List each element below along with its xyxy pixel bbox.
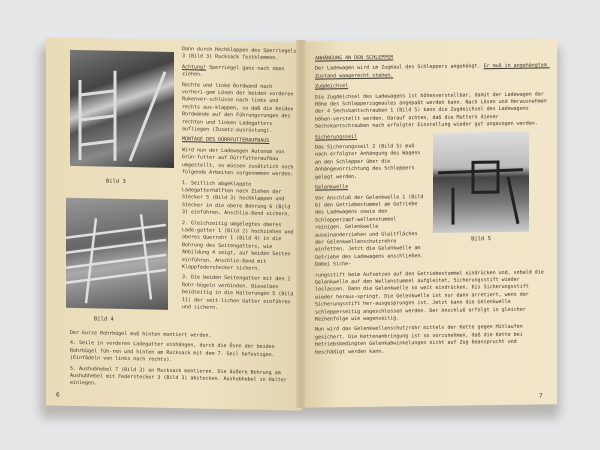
page-number-right: 7 — [539, 392, 543, 400]
subheading-gelenkwelle: Gelenkwelle — [315, 184, 349, 191]
anhaengung-text: Der Ladewagen wird im Zugmaul des Schleppers angehängt. — [315, 63, 484, 72]
photo-bild-4 — [66, 198, 168, 310]
section-heading-anhaengung: ANHÄNGUNG AN DEN SCHLEPPER — [315, 54, 394, 62]
right-text-column — [315, 52, 550, 356]
list-item-3: 3. Die beiden Seitengatter mit den 2 Rohr-bügeln verbinden. Dieselben beidseitig in die Halterungen 5 (Bild 11) der seit-lichen Gatter einführen und sichern. — [182, 274, 297, 311]
caption-bild-3: Bild 3 — [106, 178, 126, 185]
left-bottom-column — [70, 330, 296, 393]
photo-bild-5 — [433, 131, 529, 232]
section-heading-montage: MONTAGE DES DÜRRFUTTERAUFBAUS — [182, 136, 270, 145]
paragraph-rohrbuegel: Der kurze Rohrbügel muß hinten montiert werden. — [70, 329, 212, 339]
warning-note — [182, 64, 298, 81]
figure-bild-5 — [431, 131, 531, 242]
sicherung-gelenkwelle-row — [315, 131, 547, 269]
book-gutter — [296, 40, 306, 408]
warning-label: Achtung! — [182, 63, 207, 71]
narrow-text-column — [315, 133, 425, 269]
left-text-column — [182, 46, 298, 314]
list-item-5: 5. Aushubhebel 7 (Bild 3) an Rucksack montieren. Die äußere Bohrung am Aushubhebel mit Federstecker 3 (Bild 3) abstecken. Aushubhebel in Halter einlegen. — [70, 365, 290, 387]
anhaengung-underlined: Er muß in angehängtem Zustand waagerecht stehen. — [315, 62, 550, 80]
subheading-zugdeichsel: Zugdeichsel — [315, 83, 349, 90]
list-item-1: 1. Seitlich abgeklappte Ladegatterhälften nach Ziehen der Stecker 5 (Bild 3) hochklappen und Stecker in die obere Bohrung 6 (Bild 3) einführen. Anschlie-ßend sichern. — [182, 179, 294, 218]
drawbar-illustration — [433, 131, 529, 232]
caption-bild-4: Bild 4 — [94, 316, 114, 323]
warning-text: Sperriegel ganz nach oben ziehen. — [182, 64, 288, 78]
paragraph-bordwand: Rechte und linke Bordwand nach vorheri-gem Lösen der beiden vorderen Rukenver-schlüsse nach links und rechts aus-klappen, so daß die beiden Bordwände auf den Führungsrungen des rechten und linken Ladegatters aufliegen (Zusatz-ausrüstung). — [182, 81, 297, 135]
paragraph-zugdeichsel: Die Zugdeichsel des Ladewagens ist höhenverstellbar, damit der Ladewagen der Höhe des Schlepperzugmaules angepaßt werden kann. Nach Lösen und Herausnehmen der 4 Sechskantschrauben 1 (Bild 5) kann die Zugdeichsel des Ladewagens höhen-verstellt werden. Darauf achten, daß die Muttern dieser Sechskantschrauben nach erfolgter Einstellung wieder gut angezogen werden. — [315, 90, 550, 130]
list-item-2: 2. Gleichzeitig umgelegtes oberes Lade-gatter 1 (Bild 2) hochziehen und oberes Querrohr 1 (Bild 4) in die Bohrung des Seitengatters, wie Abbildung 4 zeigt, auf beiden Seiten einführen. Anschlie-ßend mit Klappfederstecker sichern. — [182, 219, 297, 272]
frame-rails-illustration — [66, 198, 168, 310]
paragraph-gelenkwelle-b: rungsstift beim Aufsetzen auf den Getriebestummel eindrücken und, sobald die Gelenkwelle auf den Wellenstummel aufgleitet, Sicherungsstift wieder loslassen. Dann die Gelenkwelle so weit eindrücken, bis Sicherungsstift wieder heraus-springt. Die Gelenkwelle ist nur dann arretiert, wenn der Sicherungsstift her-ausgesprungen ist. Jetzt kann die Gelenkwelle schlepperseitig angeschlossen werden. Der Anschluß erfolgt in gleicher Reihenfolge wie wagenseitig. — [315, 268, 547, 323]
page-number-left: 6 — [56, 391, 60, 399]
right-page — [301, 38, 557, 408]
paragraph-kette: Nun wird das Gelenkwellenschutzrohr mittels der Kette gegen Mitlaufen gesichert. Die Kettenanbringung ist so vorzunehmen, daß die Kette bei betriebsbedingten Gelenkabwinkelungen nicht auf Zug beansprucht und beschädigt werden kann. — [315, 324, 526, 356]
paragraph-intro: Wird nun der Ladewagen Autonom von Grün-futter auf Dürrfutteraufbau umgestellt, so müssen zusätzlich noch folgende Arbeiten vorgenommen werden: — [182, 147, 297, 178]
subheading-sicherungsseil: Sicherungsseil — [315, 133, 358, 141]
paragraph-sperriegel: Dann durch Hochklappen des Sperriegels 3 (Bild 3) Rucksack festklemmen. — [182, 46, 297, 62]
left-page — [46, 37, 302, 410]
ladder-frame-illustration — [70, 50, 174, 168]
photo-bild-3 — [70, 50, 174, 168]
paragraph-sicherungsseil: Das Sicherungsseil 2 (Bild 5) muß nach erfolgter Anhängung des Wagens an den Schlepper über die Anhängevorrichtung des Schleppers gelegt werden. — [315, 143, 424, 181]
caption-bild-5: Bild 5 — [471, 235, 491, 243]
list-item-4: 4. Seile in vorderen Ladegatter einhängen, durch die Ösen der beiden Rohrbügel füh-ren und hinten am Rucksack mit dem 7. Seil befestigen. (Einfädeln von links nach rechts). — [70, 340, 278, 364]
paragraph-anhaengung — [315, 62, 550, 81]
paragraph-gelenkwelle-a: Vor Anschluß der Gelenkwelle 1 (Bild 6) den Getriebestummel am Getriebe des Ladewagens sowie den Schlepperzapf-wellenstummel reinigen. Gelenkwelle auseinanderziehen und Gleitflächen der Gelenkwellenschutzrohre einfetten. Jetzt die Gelenkwelle am Getriebe des Ladewagens anschließen. Dabei Siche- — [315, 193, 427, 268]
